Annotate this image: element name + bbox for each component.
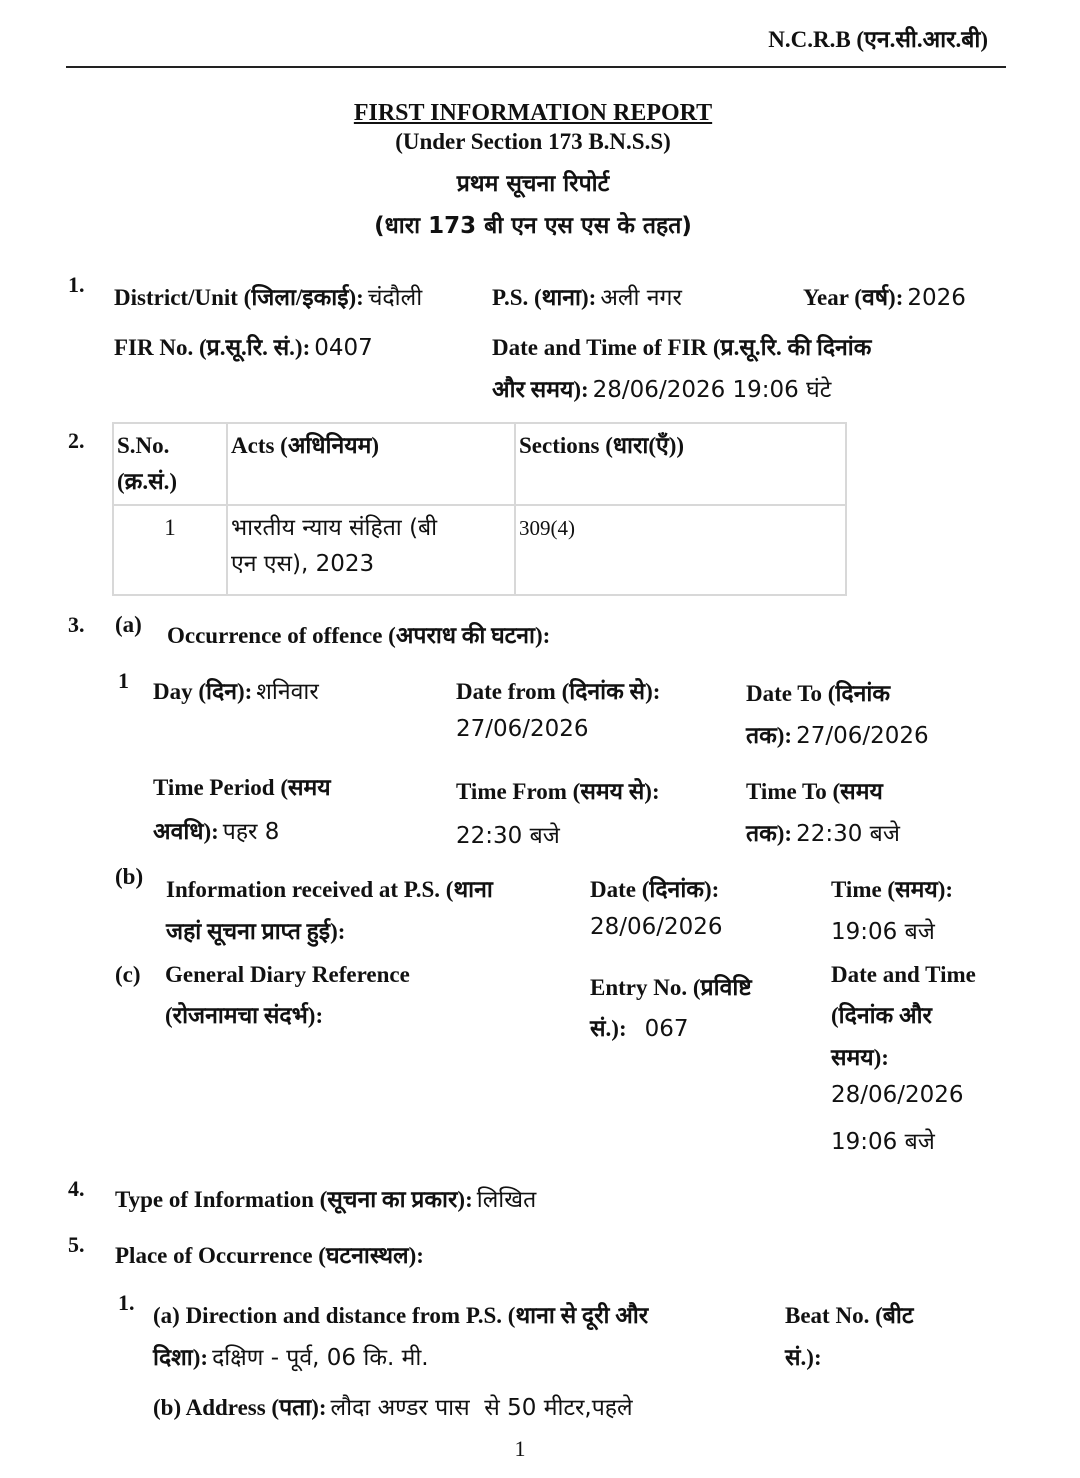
info-type-value: लिखित <box>476 1187 537 1213</box>
occurrence-item-number: 1 <box>118 668 129 693</box>
district-value: चंदौली <box>367 285 423 311</box>
acts-table-header <box>113 423 846 505</box>
date-from-value: 27/06/2026 <box>456 716 589 742</box>
time-from-value: 22:30 बजे <box>456 823 560 849</box>
header-sno <box>113 423 227 505</box>
section-3-number: 3. <box>68 612 85 637</box>
date-to-row <box>746 718 929 750</box>
info-time-value: 19:06 बजे <box>831 919 935 945</box>
time-to-value: 22:30 बजे <box>796 821 900 847</box>
fir-label: FIR No. (प्र.सू.रि. सं.): <box>114 335 311 360</box>
beat-label-line1: Beat No. (बीट <box>785 1303 914 1328</box>
time-to-label-line2: तक): <box>746 821 793 846</box>
address-value: लौदा अण्डर पास से 50 मीटर,पहले <box>330 1395 633 1421</box>
gd-time-value: 19:06 बजे <box>831 1129 935 1155</box>
row-section-text: 309(4) <box>519 516 575 540</box>
info-date-label: Date (दिनांक): <box>590 877 720 902</box>
acts-table <box>112 422 847 596</box>
header-acts-text: Acts (अधिनियम) <box>231 433 379 458</box>
time-period-row <box>153 814 279 846</box>
s3-a-tag: (a) <box>115 612 142 637</box>
day-label: Day (दिन): <box>153 679 253 704</box>
time-period-value: पहर 8 <box>222 819 280 845</box>
header-rule <box>66 66 1006 68</box>
date-to-value: 27/06/2026 <box>796 723 929 749</box>
fir-datetime-value: 28/06/2026 19:06 घंटे <box>592 377 832 403</box>
section-1-number: 1. <box>68 272 85 297</box>
ps-label: P.S. (थाना): <box>492 285 597 310</box>
place-label: Place of Occurrence (घटनास्थल): <box>115 1243 424 1268</box>
gd-reference-label-line2: (रोजनामचा संदर्भ): <box>165 1003 324 1028</box>
row-act-line2: एन एस), 2023 <box>231 551 375 577</box>
info-received-label-line2: जहां सूचना प्राप्त हुई): <box>166 919 346 944</box>
header-sections <box>515 423 846 505</box>
entry-no-label-line2: सं.): <box>590 1016 627 1041</box>
day-value: शनिवार <box>256 679 319 705</box>
time-period-label-line2: अवधि): <box>153 819 219 844</box>
time-period-label-line1: Time Period (समय <box>153 775 331 800</box>
row-act-line1: भारतीय न्याय संहिता (बी <box>231 515 438 541</box>
info-time-label: Time (समय): <box>831 877 954 902</box>
address-row <box>153 1390 633 1422</box>
section-5-number: 5. <box>68 1232 85 1257</box>
title-hi-sub: (धारा 173 बी एन एस एस के तहत) <box>374 213 692 239</box>
gd-date-value: 28/06/2026 <box>831 1082 964 1108</box>
header-sno-hi-text: (क्र.सं.) <box>117 469 178 494</box>
title-hi: प्रथम सूचना रिपोर्ट <box>456 171 610 197</box>
info-type-label: Type of Information (सूचना का प्रकार): <box>115 1187 473 1212</box>
direction-value: दक्षिण - पूर्व, 06 कि. मी. <box>212 1345 429 1371</box>
district-row <box>114 280 422 312</box>
title-en: FIRST INFORMATION REPORT <box>353 100 713 126</box>
row-section <box>515 505 846 595</box>
row-sno-text: 1 <box>164 515 176 540</box>
date-from-label: Date from (दिनांक से): <box>456 679 661 704</box>
info-received-label-line1: Information received at P.S. (थाना <box>166 877 493 902</box>
table-row <box>113 505 846 595</box>
gd-datetime-label-line2: (दिनांक और <box>831 1003 932 1028</box>
occurrence-label: Occurrence of offence (अपराध की घटना): <box>167 623 551 648</box>
s3-c-tag: (c) <box>115 962 141 987</box>
fir-datetime-row <box>492 372 831 404</box>
info-type-row <box>115 1182 536 1214</box>
section-4-number: 4. <box>68 1176 85 1201</box>
direction-label-line1: (a) Direction and distance from P.S. (थाना से दूरी और <box>153 1303 649 1328</box>
gd-reference-label-line1: General Diary Reference <box>165 962 410 987</box>
entry-no-label-line1: Entry No. (प्रविष्टि <box>590 975 752 1000</box>
entry-no-row <box>590 1011 689 1043</box>
direction-row <box>153 1340 429 1372</box>
info-date-value: 28/06/2026 <box>590 914 723 940</box>
fir-value: 0407 <box>314 335 373 361</box>
date-to-label-line1: Date To (दिनांक <box>746 681 891 706</box>
day-row <box>153 674 319 706</box>
ps-value: अली नगर <box>600 285 682 311</box>
header-acts <box>227 423 515 505</box>
s3-b-tag: (b) <box>115 864 144 889</box>
beat-label-line2: सं.): <box>785 1345 822 1370</box>
year-value: 2026 <box>907 285 966 311</box>
place-item-number: 1. <box>118 1290 135 1315</box>
fir-datetime-label-line2: और समय): <box>492 377 589 402</box>
gd-datetime-label-line1: Date and Time <box>831 962 976 987</box>
fir-row <box>114 330 373 362</box>
title-en-sub: (Under Section 173 B.N.S.S) <box>395 129 671 154</box>
direction-label-line2: दिशा): <box>153 1345 209 1370</box>
district-label: District/Unit (जिला/इकाई): <box>114 285 364 310</box>
section-2-number: 2. <box>68 428 85 453</box>
ps-row <box>492 280 682 312</box>
year-row <box>803 280 966 312</box>
row-act <box>227 505 515 595</box>
fir-datetime-label-line1: Date and Time of FIR (प्र.सू.रि. की दिनांक <box>492 335 872 360</box>
address-label: (b) Address (पता): <box>153 1395 327 1420</box>
header-org: N.C.R.B (एन.सी.आर.बी) <box>768 27 988 52</box>
entry-no-value: 067 <box>644 1016 689 1042</box>
gd-datetime-label-line3: समय): <box>831 1045 889 1070</box>
page-number: 1 <box>514 1436 526 1461</box>
time-to-label-line1: Time To (समय <box>746 779 883 804</box>
time-to-row <box>746 816 900 848</box>
year-label: Year (वर्ष): <box>803 285 904 310</box>
row-sno <box>113 505 227 595</box>
date-to-label-line2: तक): <box>746 723 793 748</box>
header-sections-text: Sections (धारा(एँ)) <box>519 433 685 458</box>
time-from-label: Time From (समय से): <box>456 779 660 804</box>
header-sno-text: S.No. <box>117 433 170 458</box>
